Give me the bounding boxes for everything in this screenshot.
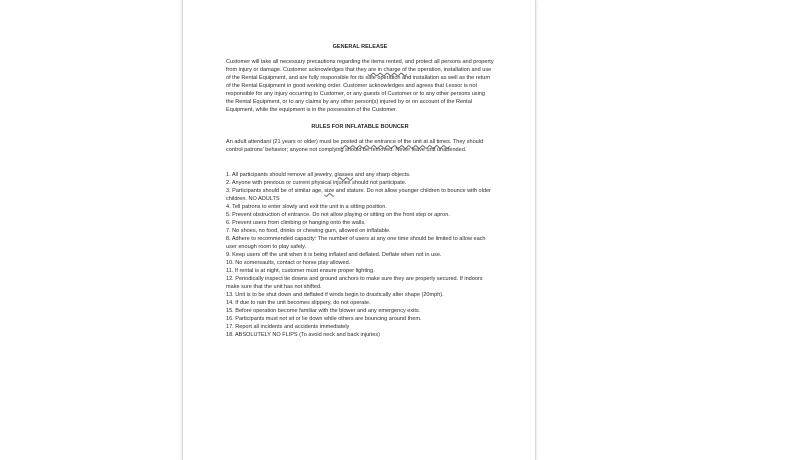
rule-item [226, 307, 494, 315]
text-run: 15. Before operation become familiar with the blower and any emergency exits. [226, 308, 421, 315]
text-run: 11. If rental is at night, customer must ensure proper lighting. [226, 268, 375, 275]
rule-item [226, 299, 494, 307]
text-run: and any sharp objects. [353, 171, 411, 178]
text-run: 14. If due to rain the unit becomes slippery, do not operate. [226, 300, 371, 307]
rules-intro-paragraph [226, 138, 494, 154]
rule-item [226, 187, 494, 203]
underlined-text: size [324, 187, 335, 194]
rule-item [226, 219, 494, 227]
rule-item [226, 259, 494, 267]
text-run: 3. Participants should be of similar age, [226, 187, 325, 194]
text-run: 12. Periodically inspect tie downs and ground anchors to make sure they are properly secured. If indoors make sure that the unit has not shifted. [226, 276, 483, 291]
rule-item [226, 323, 494, 331]
text-run: 18. ABSOLUTELY NO FLIPS (To avoid neck and back injuries) [226, 332, 380, 339]
text-run: and stature. Do not allow younger children to bounce with older children. NO ADULTS [226, 187, 491, 202]
text-run: 4. Tell patrons to enter slowly and exit the unit in a sitting position. [226, 203, 387, 210]
text-run: 17. Report all incidents and accidents immediately [226, 324, 350, 331]
text-run: An adult attendant (21 years or older) must be [226, 139, 341, 146]
document-page [182, 0, 536, 460]
rule-item [226, 203, 494, 211]
rule-item [226, 275, 494, 291]
text-run: the operation, installation and use of the Rental Equipment, and are fully responsible for its safe operation and installation as well as the return of the Rental Equipment in good working order. Customer acknowledges and agrees that Lessor is not responsible for any injury occurring to Customer, or any guests of Customer or to any other persons using the Rental Equipment, or to any claims by any other person(s) injured by or on account of the Rental Equipment, while the equipment is in the possession of the Customer. [226, 67, 492, 114]
rule-item [226, 291, 494, 299]
rule-item [226, 211, 494, 219]
underlined-text: posted at the entrance of the unit at all times [340, 139, 450, 146]
text-run: 2. Anyone with previous or current physical injuries should not participate. [226, 179, 407, 186]
general-release-paragraph [226, 58, 494, 114]
rule-item [226, 315, 494, 323]
underlined-text: are in charge of [368, 67, 407, 74]
document-body[interactable] [226, 43, 494, 340]
rule-item [226, 251, 494, 259]
text-run: 16. Participants must not sit or lie down while others are bouncing around them. [226, 316, 422, 323]
rule-item [226, 267, 494, 275]
general-release-heading: GENERAL RELEASE [332, 44, 388, 50]
rule-item [226, 227, 494, 235]
text-run: 1. All participants should remove all jewelry, [226, 171, 335, 178]
text-run: 10. No somersaults, contact or horse play allowed. [226, 260, 351, 267]
text-run: 9. Keep users off the unit when it is being inflated and deflated. Deflate when not in use. [226, 251, 442, 258]
text-run: . They should control patrons' behavior; anyone not complying should be removed. Never leave unit unattended. [226, 139, 484, 154]
underlined-text: glasses [334, 171, 354, 178]
text-run: 7. No shoes, no food, drinks or chewing gum, allowed on inflatable. [226, 227, 391, 234]
rule-item [226, 179, 494, 187]
rule-item [226, 235, 494, 251]
text-run: 5. Prevent obstruction of entrance. Do not allow playing or sitting on the front step or apron. [226, 211, 450, 218]
rule-item [226, 331, 494, 339]
rule-item [226, 171, 494, 179]
text-run: Customer will take all necessary precautions regarding the items rented, and protect all persons and property from injury or damage. Customer acknowledges that they [226, 59, 494, 74]
text-run: 13. Unit is to be shut down and deflated if winds begin to drastically alter shape (20mph). [226, 292, 444, 299]
text-run: 8. Adhere to recommended capacity: The number of users at any one time should be limited to allow each user enough room to play safely. [226, 235, 486, 250]
rules-heading: RULES FOR INFLATABLE BOUNCER [311, 124, 409, 131]
rules-list [226, 171, 494, 340]
text-run: 6. Prevent users from climbing or hanging onto the walls. [226, 219, 366, 226]
